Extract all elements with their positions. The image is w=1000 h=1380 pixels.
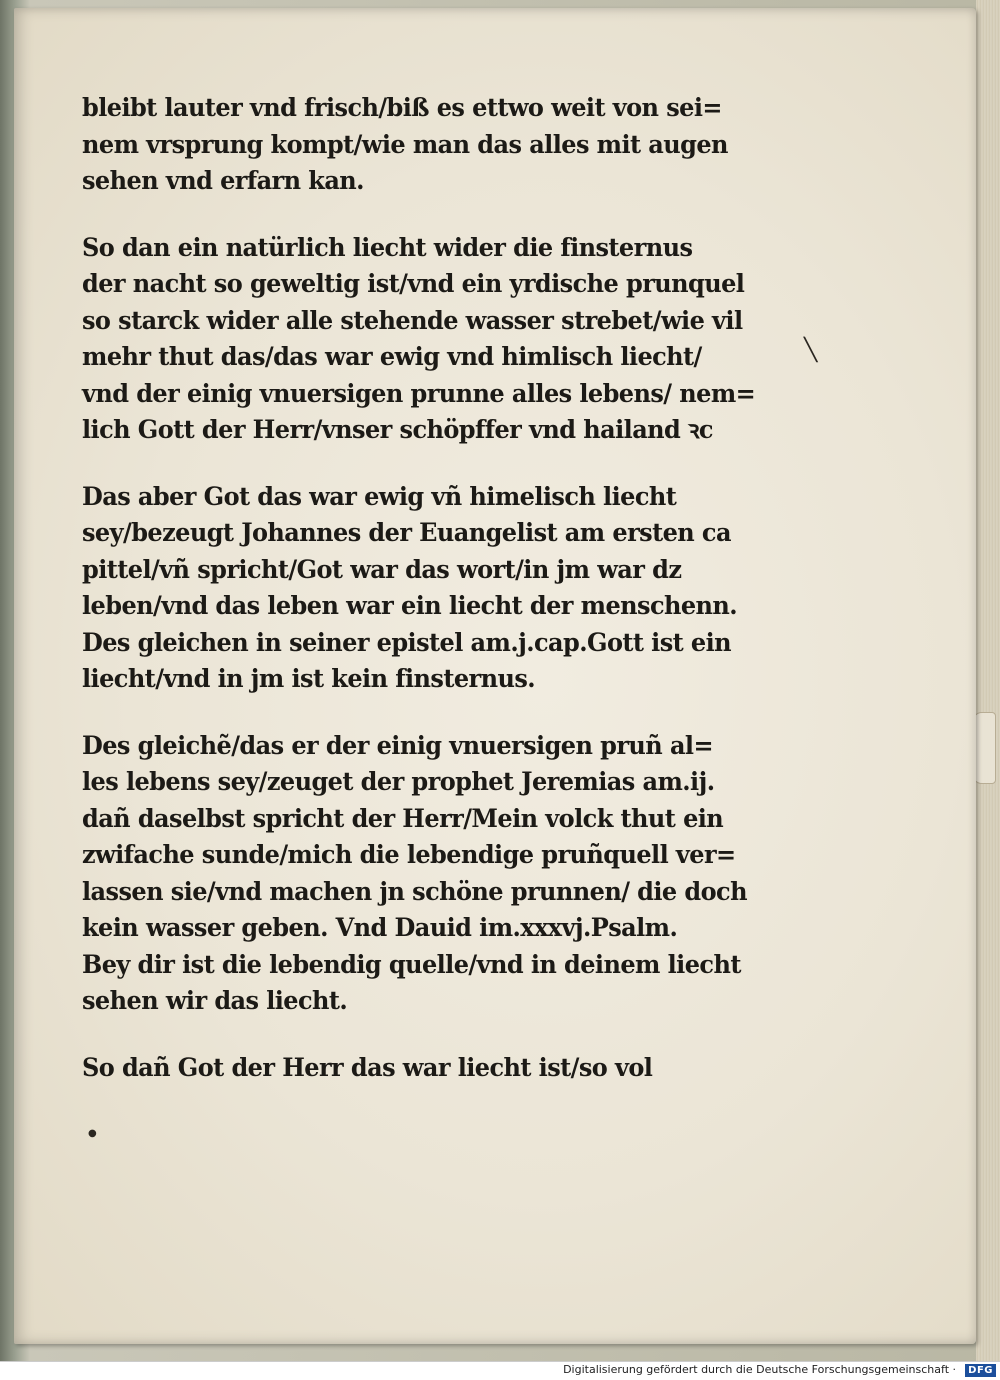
paragraph xyxy=(82,479,782,698)
text-line: sehen vnd erfarn kan. xyxy=(82,166,364,195)
text-line: der nacht so geweltig ist/vnd ein yrdische prunquel xyxy=(82,269,745,298)
text-line: kein wasser geben. Vnd Dauid im.xxxvj.Psalm. xyxy=(82,913,678,942)
footer-credit: Digitalisierung gefördert durch die Deutsche Forschungsgemeinschaft · xyxy=(563,1363,956,1376)
text-line: lich Gott der Herr/vnser schöpffer vnd hailand ꝛc xyxy=(82,415,713,444)
paragraph-gap xyxy=(82,200,782,230)
text-line: les lebens sey/zeuget der prophet Jeremias am.ij. xyxy=(82,767,715,796)
page-edge-stack xyxy=(976,0,1000,1362)
text-line: Bey dir ist die lebendig quelle/vnd in deinem liecht xyxy=(82,949,741,979)
text-line: liecht/vnd in jm ist kein finsternus. xyxy=(82,664,536,693)
text-line: dañ daselbst spricht der Herr/Mein volck thut ein xyxy=(82,803,724,833)
text-line: sehen wir das liecht. xyxy=(82,986,348,1015)
text-line: zwifache sunde/mich die lebendige pruñquell ver= xyxy=(82,840,736,869)
text-line: So dañ Got der Herr das war liecht ist/so vol xyxy=(82,1052,653,1082)
paragraph xyxy=(82,1050,782,1087)
text-line: So dan ein natürlich liecht wider die finsternus xyxy=(82,232,693,262)
margin-dot: ● xyxy=(88,1128,97,1139)
paragraph-gap xyxy=(82,698,782,728)
text-line: sey/bezeugt Johannes der Euangelist am ersten ca xyxy=(82,518,731,547)
text-line: Das aber Got das war ewig vñ himelisch liecht xyxy=(82,481,677,511)
text-line: pittel/vñ spricht/Got war das wort/in jm war dz xyxy=(82,554,682,584)
text-line: Des gleichẽ/das er der einig vnuersigen pruñ al= xyxy=(82,730,714,760)
footer-bar xyxy=(0,1361,1000,1380)
text-line: Des gleichen in seiner epistel am.j.cap.Gott ist ein xyxy=(82,627,732,657)
printed-text-block xyxy=(82,90,782,1086)
paragraph xyxy=(82,728,782,1020)
text-line: leben/vnd das leben war ein liecht der menschenn. xyxy=(82,591,738,620)
paragraph-gap xyxy=(82,1020,782,1050)
text-line: mehr thut das/das war ewig vnd himlisch liecht/ xyxy=(82,342,702,371)
paragraph xyxy=(82,230,782,449)
text-line: bleibt lauter vnd frisch/biß es ettwo weit von sei= xyxy=(82,93,722,122)
text-line: lassen sie/vnd machen jn schöne prunnen/ die doch xyxy=(82,876,747,906)
paragraph xyxy=(82,90,782,200)
margin-mark: ╲ xyxy=(804,338,818,363)
text-line: so starck wider alle stehende wasser strebet/wie vil xyxy=(82,305,743,335)
paragraph-gap xyxy=(82,449,782,479)
text-line: nem vrsprung kompt/wie man das alles mit augen xyxy=(82,129,728,159)
dfg-logo: DFG xyxy=(965,1364,996,1377)
text-line: vnd der einig vnuersigen prunne alles lebens/ nem= xyxy=(82,378,756,408)
